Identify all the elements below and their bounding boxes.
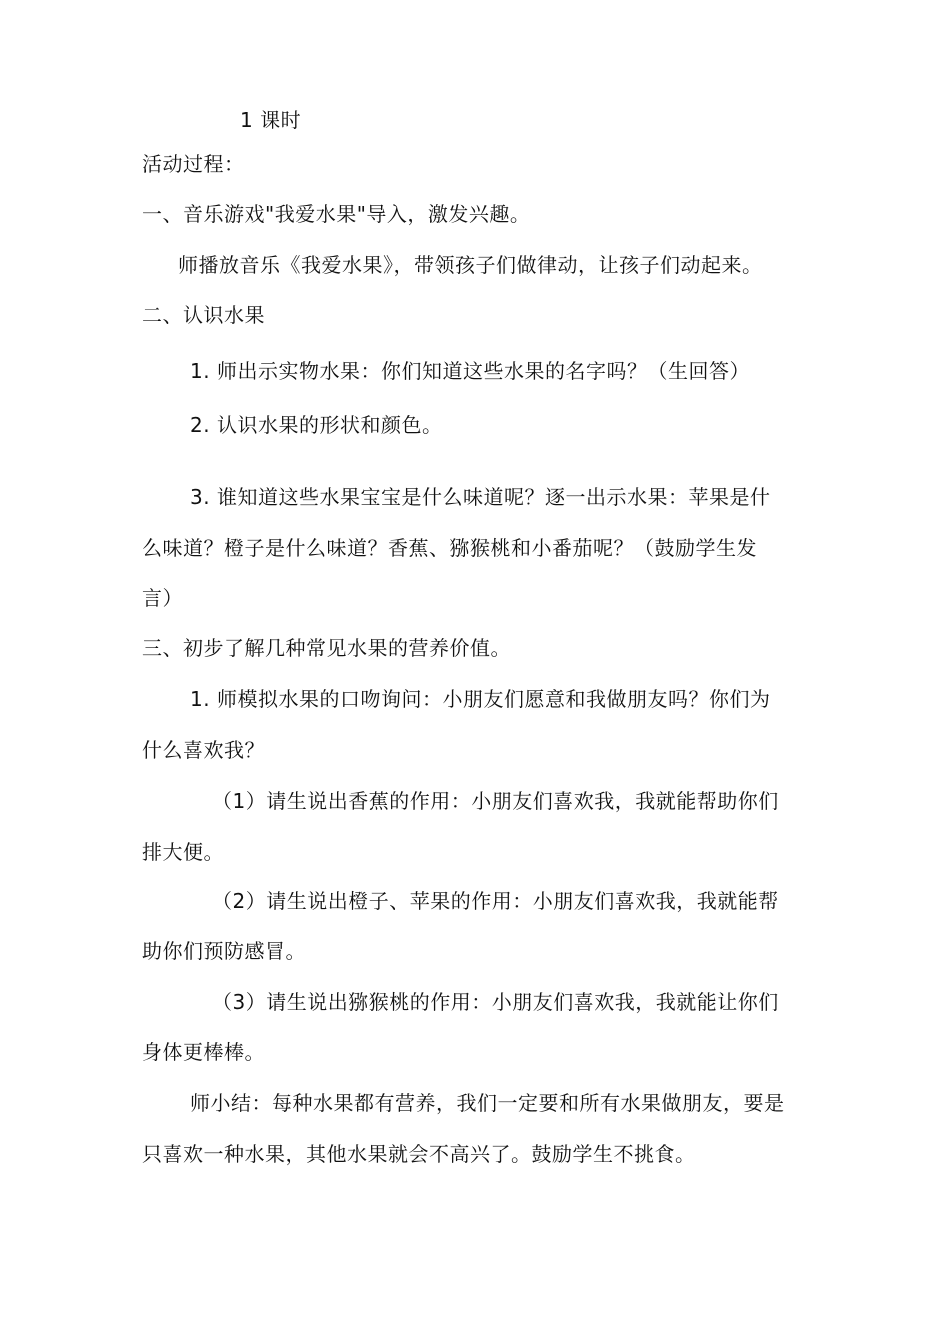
section3-sub3-line2: 身体更棒棒。 [142, 1040, 265, 1064]
section3-sub1-line1: （1）请生说出香蕉的作用：小朋友们喜欢我，我就能帮助你们 [212, 789, 779, 813]
section3-sub3-line1: （3）请生说出猕猴桃的作用：小朋友们喜欢我，我就能让你们 [212, 990, 779, 1014]
summary-line2: 只喜欢一种水果，其他水果就会不高兴了。鼓励学生不挑食。 [142, 1142, 696, 1166]
section2-heading: 二、认识水果 [142, 303, 265, 327]
section3-sub1-line2: 排大便。 [142, 840, 224, 864]
section3-sub2-line2: 助你们预防感冒。 [142, 939, 306, 963]
section1-paragraph: 师播放音乐《我爱水果》，带领孩子们做律动，让孩子们动起来。 [178, 253, 763, 277]
summary-line1: 师小结：每种水果都有营养，我们一定要和所有水果做朋友，要是 [190, 1091, 785, 1115]
section3-sub2-line1: （2）请生说出橙子、苹果的作用：小朋友们喜欢我，我就能帮 [212, 889, 779, 913]
section3-item1-line1: 1. 师模拟水果的口吻询问：小朋友们愿意和我做朋友吗？你们为 [190, 687, 771, 711]
lesson-duration: 1 课时 [240, 108, 302, 132]
section2-item3-line3: 言） [142, 586, 183, 610]
section2-item3-line2: 么味道？橙子是什么味道？香蕉、猕猴桃和小番茄呢？（鼓励学生发 [142, 536, 757, 560]
section2-item3-line1: 3. 谁知道这些水果宝宝是什么味道呢？逐一出示水果：苹果是什 [190, 485, 771, 509]
process-heading: 活动过程： [142, 152, 245, 176]
section3-item1-line2: 什么喜欢我？ [142, 738, 265, 762]
section1-heading: 一、音乐游戏"我爱水果"导入，激发兴趣。 [142, 202, 531, 226]
section2-item1: 1. 师出示实物水果：你们知道这些水果的名字吗？（生回答） [190, 359, 750, 383]
section2-item2: 2. 认识水果的形状和颜色。 [190, 413, 443, 437]
section3-heading: 三、初步了解几种常见水果的营养价值。 [142, 636, 511, 660]
